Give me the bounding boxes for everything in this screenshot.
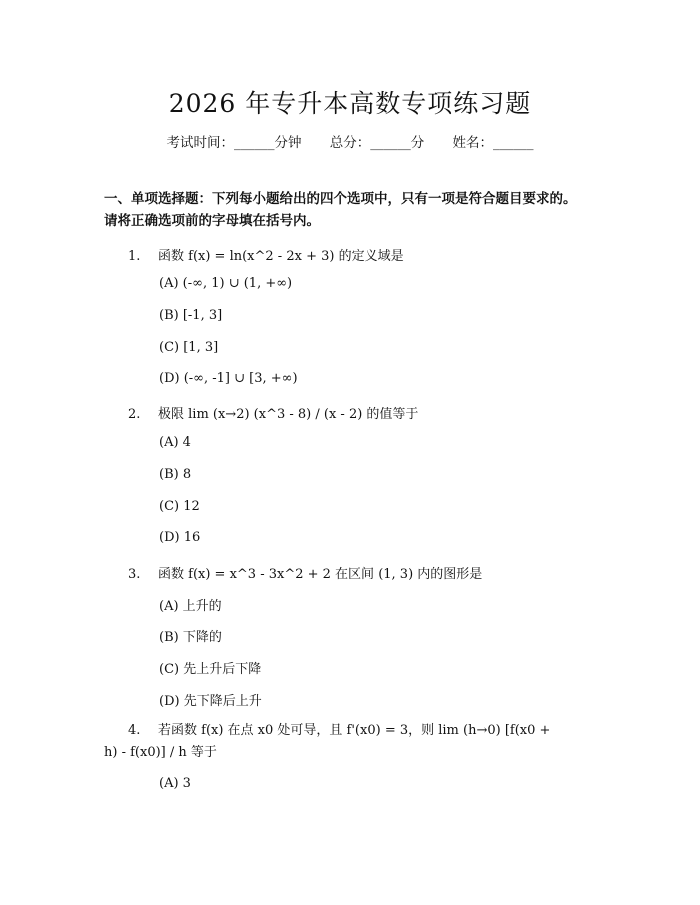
- question-text: 若函数 f(x) 在点 x0 处可导，且 f'(x0) = 3，则 lim (h→0) [f(x0 +: [158, 723, 551, 738]
- question-4-line1: [104, 720, 600, 742]
- exam-meta: [0, 131, 700, 151]
- section-heading: [104, 188, 604, 232]
- question-3-option-a: (A) 上升的: [159, 599, 222, 614]
- question-3-option-d: (D) 先下降后上升: [159, 694, 262, 709]
- question-3-option-b: (B) 下降的: [159, 630, 222, 645]
- question-4-stem: [104, 720, 600, 764]
- section-heading-line2: 请将正确选项前的字母填在括号内。: [104, 213, 320, 229]
- question-2-stem: [128, 403, 418, 422]
- question-2-option-b: (B) 8: [159, 467, 192, 482]
- total-score-field: 总分：______分: [329, 135, 425, 151]
- question-text: 函数 f(x) = x^3 - 3x^2 + 2 在区间 (1, 3) 内的图形是: [158, 567, 483, 582]
- question-number: 1.: [128, 249, 141, 264]
- exam-time-field: 考试时间：______分钟: [166, 135, 302, 151]
- question-3-option-c: (C) 先上升后下降: [159, 662, 262, 677]
- question-4-line2: h) - f(x0)] / h 等于: [104, 745, 217, 760]
- question-1-stem: [128, 245, 404, 264]
- question-text: 极限 lim (x→2) (x^3 - 8) / (x - 2) 的值等于: [158, 407, 419, 422]
- question-number: 2.: [128, 407, 141, 422]
- question-1-option-b: (B) [-1, 3]: [159, 308, 223, 323]
- question-2-option-d: (D) 16: [159, 530, 201, 545]
- question-text: 函数 f(x) = ln(x^2 - 2x + 3) 的定义域是: [158, 249, 404, 264]
- question-1-option-a: (A) (-∞, 1) ∪ (1, +∞): [159, 276, 293, 291]
- question-3-stem: [128, 563, 482, 582]
- question-1-option-c: (C) [1, 3]: [159, 340, 219, 355]
- question-2-option-a: (A) 4: [159, 435, 191, 450]
- student-name-field: 姓名：______: [452, 135, 534, 151]
- question-2-option-c: (C) 12: [159, 499, 200, 514]
- question-1-option-d: (D) (-∞, -1] ∪ [3, +∞): [159, 371, 298, 386]
- question-number: 4.: [128, 723, 141, 738]
- question-4-option-a: (A) 3: [159, 776, 191, 791]
- page-title: 2026 年专升本高数专项练习题: [168, 89, 532, 118]
- question-number: 3.: [128, 567, 141, 582]
- section-heading-line1: 一、单项选择题：下列每小题给出的四个选项中，只有一项是符合题目要求的。: [104, 191, 577, 207]
